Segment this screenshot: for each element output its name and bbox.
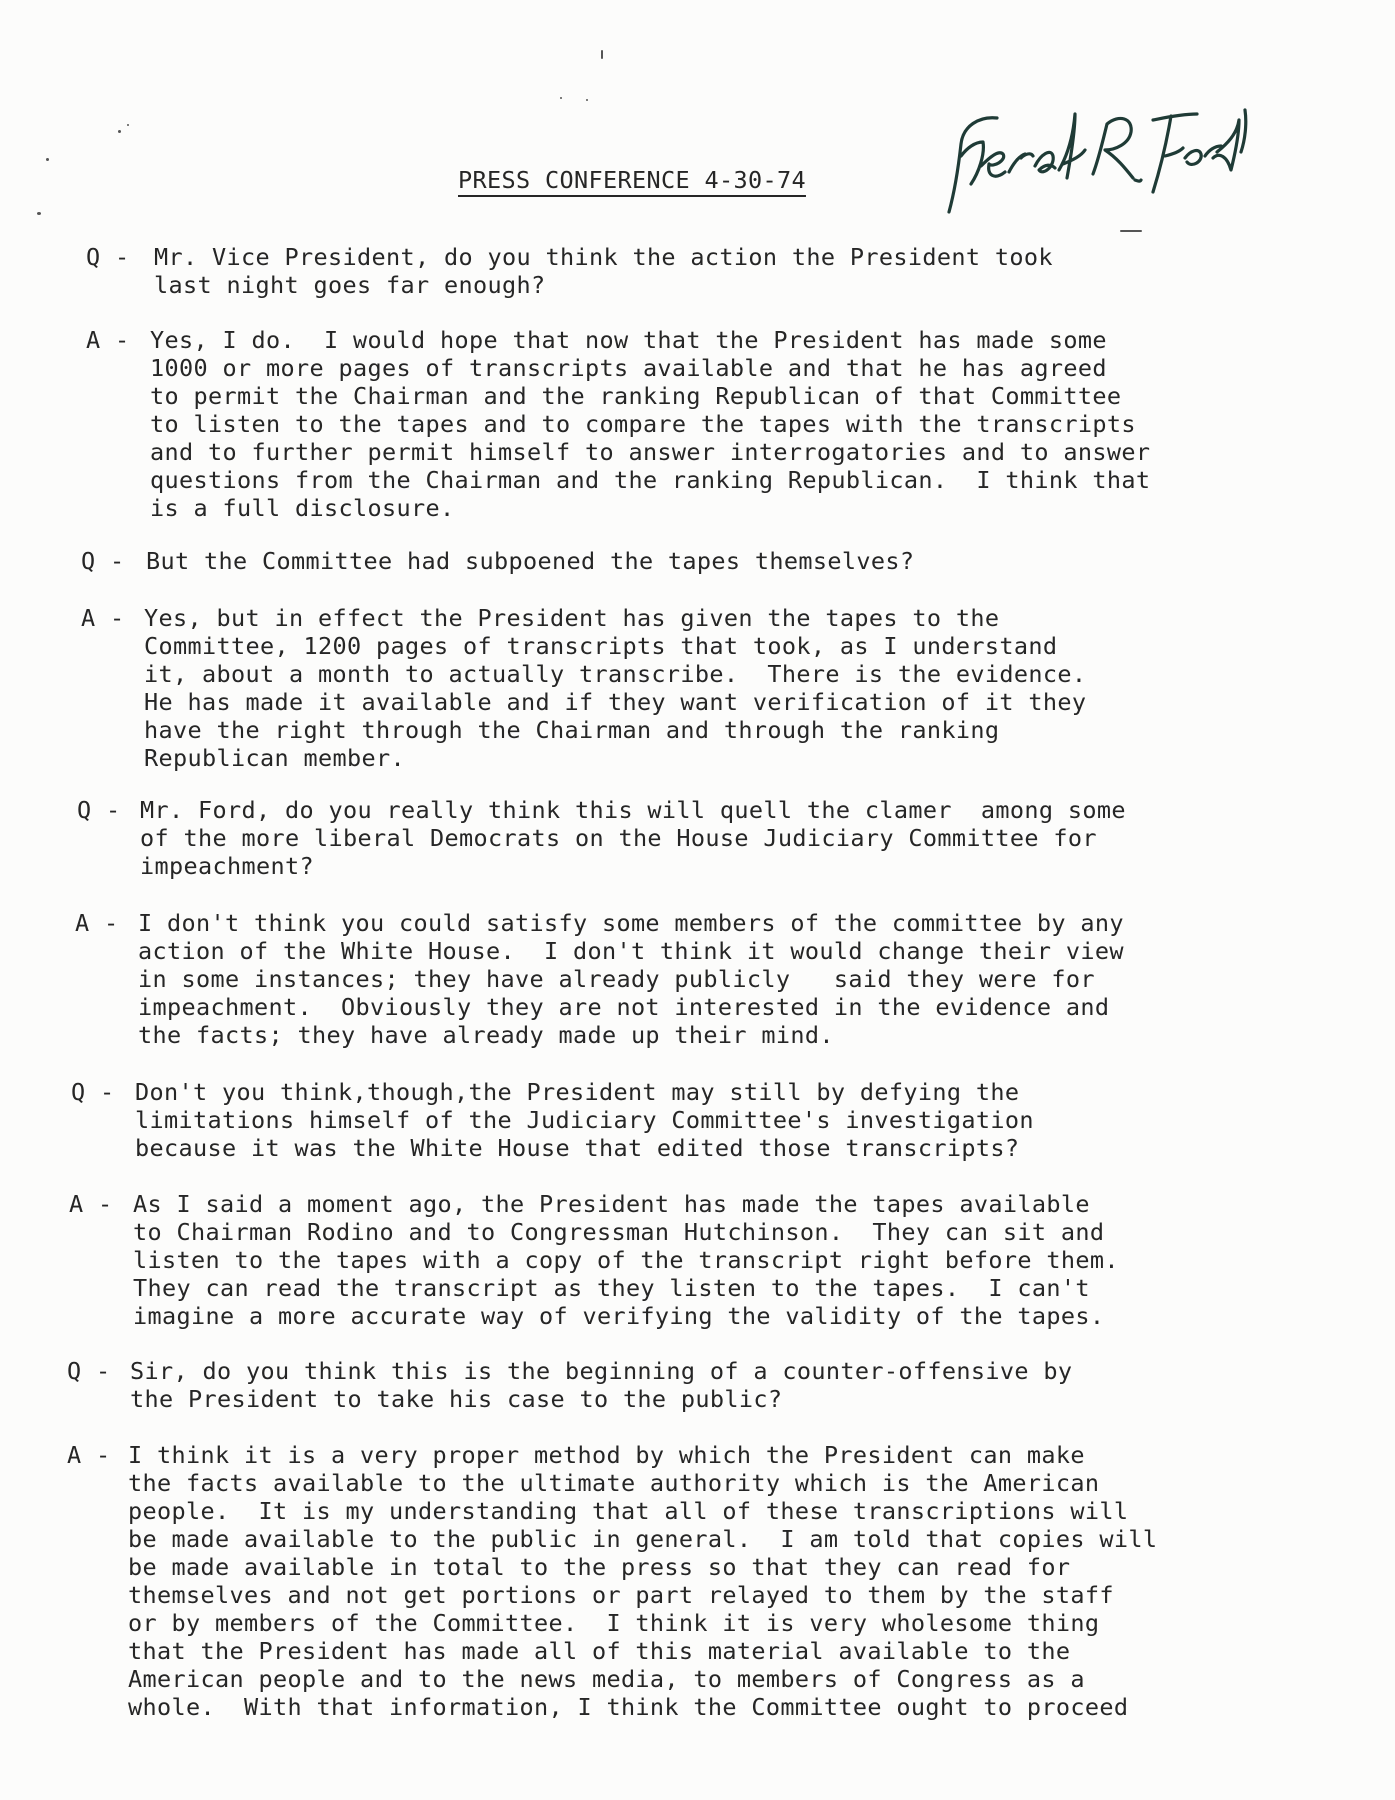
question-text — [135, 1078, 1034, 1162]
text-line: Mr. Vice President, do you think the action the President took — [154, 243, 1053, 271]
text-line: that the President has made all of this material available to the — [128, 1637, 1071, 1665]
text-line: is a full disclosure. — [150, 494, 455, 522]
text-line: But the Committee had subpoened the tapes themselves? — [146, 547, 915, 575]
question-block — [77, 796, 1126, 880]
text-line: in some instances; they have already publicly said they were for — [138, 965, 1095, 993]
text-line: questions from the Chairman and the ranking Republican. I think that — [150, 466, 1151, 494]
answer-text — [138, 909, 1124, 1049]
text-line: I don't think you could satisfy some members of the committee by any — [138, 909, 1124, 937]
answer-block — [67, 1441, 1157, 1721]
paper-speck — [46, 158, 49, 161]
text-line: be made available in total to the press so that they can read for — [128, 1553, 1071, 1581]
text-line: be made available to the public in general. I am told that copies will — [128, 1525, 1158, 1553]
text-line: to permit the Chairman and the ranking Republican of that Committee — [150, 382, 1122, 410]
answer-marker: A - — [67, 1441, 111, 1469]
question-text — [130, 1357, 1072, 1413]
text-line: to listen to the tapes and to compare the tapes with the transcripts — [150, 410, 1136, 438]
answer-text — [128, 1441, 1157, 1721]
answer-text — [133, 1190, 1119, 1330]
paper-speck — [127, 124, 129, 126]
text-line: They can read the transcript as they listen to the tapes. I can't — [133, 1274, 1090, 1302]
text-line: action of the White House. I don't think it would change their view — [138, 937, 1124, 965]
text-line: last night goes far enough? — [154, 271, 546, 299]
text-line: American people and to the news media, to members of Congress as a — [128, 1665, 1085, 1693]
text-line: to Chairman Rodino and to Congressman Hutchinson. They can sit and — [133, 1218, 1105, 1246]
answer-text — [144, 604, 1086, 772]
text-line: the facts; they have already made up their mind. — [138, 1021, 834, 1049]
paper-speck — [601, 50, 603, 59]
paper-speck — [560, 97, 562, 99]
text-line: 1000 or more pages of transcripts available and that he has agreed — [150, 354, 1107, 382]
question-marker: Q - — [71, 1078, 115, 1106]
question-marker: Q - — [77, 796, 121, 824]
paper-speck — [1120, 230, 1142, 232]
text-line: listen to the tapes with a copy of the transcript right before them. — [133, 1246, 1119, 1274]
answer-text — [150, 326, 1150, 522]
question-block — [81, 547, 914, 575]
text-line: Yes, I do. I would hope that now that the President has made some — [150, 326, 1107, 354]
text-line: imagine a more accurate way of verifying the validity of the tapes. — [133, 1302, 1105, 1330]
text-line: Committee, 1200 pages of transcripts that took, as I understand — [144, 632, 1058, 660]
text-line: As I said a moment ago, the President has made the tapes available — [133, 1190, 1090, 1218]
text-line: have the right through the Chairman and through the ranking — [144, 716, 1000, 744]
answer-marker: A - — [86, 326, 130, 354]
question-text — [154, 243, 1053, 299]
answer-block — [81, 604, 1086, 772]
text-line: because it was the White House that edited those transcripts? — [135, 1134, 1020, 1162]
paper-speck — [586, 99, 588, 101]
text-line: Yes, but in effect the President has given the tapes to the — [144, 604, 1000, 632]
text-line: Don't you think,though,the President may still by defying the — [135, 1078, 1020, 1106]
text-line: the facts available to the ultimate authority which is the American — [128, 1469, 1100, 1497]
question-block — [67, 1357, 1072, 1413]
document-title: PRESS CONFERENCE 4-30-74 — [458, 166, 806, 194]
text-line: Mr. Ford, do you really think this will quell the clamer among some — [140, 796, 1126, 824]
question-marker: Q - — [67, 1357, 111, 1385]
text-line: He has made it available and if they want verification of it they — [144, 688, 1087, 716]
answer-marker: A - — [69, 1190, 113, 1218]
answer-block — [86, 326, 1150, 522]
answer-block — [75, 909, 1124, 1049]
question-marker: Q - — [86, 243, 130, 271]
text-line: impeachment. Obviously they are not interested in the evidence and — [138, 993, 1110, 1021]
answer-marker: A - — [75, 909, 119, 937]
question-text — [140, 796, 1126, 880]
paper-speck — [118, 130, 121, 133]
text-line: and to further permit himself to answer interrogatories and to answer — [150, 438, 1151, 466]
text-line: or by members of the Committee. I think it is very wholesome thing — [128, 1609, 1100, 1637]
text-line: whole. With that information, I think the Committee ought to proceed — [128, 1693, 1129, 1721]
text-line: limitations himself of the Judiciary Committee's investigation — [135, 1106, 1034, 1134]
text-line: people. It is my understanding that all of these transcriptions will — [128, 1497, 1129, 1525]
question-marker: Q - — [81, 547, 125, 575]
handwritten-signature — [935, 100, 1265, 230]
question-text — [146, 547, 914, 575]
text-line: I think it is a very proper method by which the President can make — [128, 1441, 1085, 1469]
question-block — [86, 243, 1053, 299]
text-line: the President to take his case to the public? — [130, 1385, 783, 1413]
text-line: Republican member. — [144, 744, 405, 772]
answer-block — [69, 1190, 1119, 1330]
text-line: impeachment? — [140, 852, 314, 880]
paper-speck — [37, 212, 41, 215]
answer-marker: A - — [81, 604, 125, 632]
text-line: of the more liberal Democrats on the House Judiciary Committee for — [140, 824, 1097, 852]
text-line: Sir, do you think this is the beginning of a counter-offensive by — [130, 1357, 1073, 1385]
question-block — [71, 1078, 1034, 1162]
text-line: themselves and not get portions or part relayed to them by the staff — [128, 1581, 1114, 1609]
text-line: it, about a month to actually transcribe. There is the evidence. — [144, 660, 1087, 688]
